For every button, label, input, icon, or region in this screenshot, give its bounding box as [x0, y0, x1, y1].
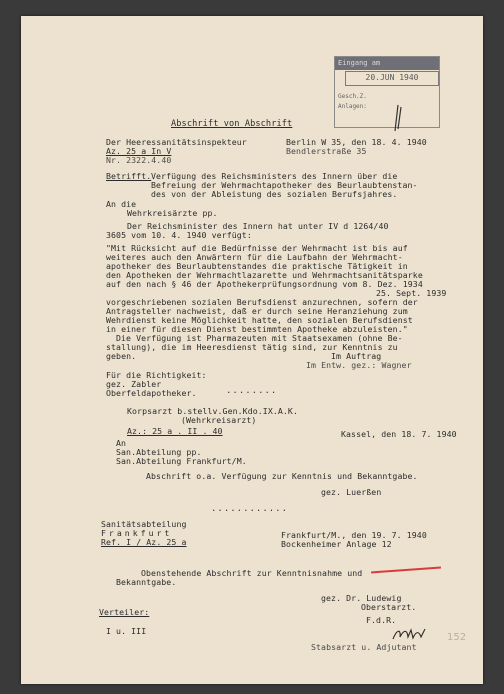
body-line: weiteres auch den Anwärtern für die Laufbahn der Wehrmacht-: [106, 252, 403, 262]
subject-line-2: Befreiung der Wehrmachtapotheker des Beurlaubtenstan-: [151, 180, 418, 190]
korps-signature: gez. Luerßen: [321, 487, 382, 497]
body-line: Die Verfügung ist Pharmazeuten mit Staatsexamen (ohne Be-: [116, 333, 403, 343]
sender-office: Der Heeressanitätsinspekteur: [106, 137, 247, 147]
body-line: vorgeschriebenen sozialen Berufsdienst anzurechnen, sofern der: [106, 297, 418, 307]
dotted-separator: ............: [211, 504, 289, 514]
stamp-date: 20.JUN 1940: [345, 71, 439, 86]
receipt-stamp: [334, 56, 440, 128]
division-note-2: Bekanntgabe.: [116, 577, 177, 587]
sender-nr: Nr. 2322.4.40: [106, 155, 172, 165]
body-line: Wehrdienst keine Möglichkeit hatte, den sozialen Berufsdienst: [106, 315, 413, 325]
division-ref: Ref. I / Az. 25 a: [101, 537, 187, 547]
division-signature-rank: Oberstarzt.: [361, 602, 417, 612]
body-line-correction: 25. Sept. 1939: [376, 288, 447, 298]
korps-date: Kassel, den 18. 7. 1940: [341, 429, 457, 439]
korps-subtitle: (Wehrkreisarzt): [181, 415, 257, 425]
korps-office: Korpsarzt b.stellv.Gen.Kdo.IX.A.K.: [127, 406, 298, 416]
division-city: Frankfurt: [101, 528, 173, 538]
handwritten-mark: [391, 103, 405, 133]
body-line: stallung), die im Heeresdienst tätig sind, zur Kenntnis zu: [106, 342, 398, 352]
recipient-who: Wehrkreisärzte pp.: [127, 208, 218, 218]
body-line: apotheker des Beurlaubtenstandes die praktische Tätigkeit in: [106, 261, 408, 271]
body-line: geben.: [106, 351, 137, 361]
korps-az: Az.: 25 a . II . 40: [127, 426, 223, 436]
body-line: Antragsteller nachweist, daß er durch seine Heranziehung zum: [106, 306, 408, 316]
body-line: den Apotheken der Wehrmachtlazarette und Wehrmachtsanitätsparke: [106, 270, 423, 280]
division-address: Bockenheimer Anlage 12: [281, 539, 392, 549]
stamp-header: Eingang am: [335, 57, 439, 70]
distribution-value: I u. III: [106, 626, 147, 636]
division-signature: gez. Dr. Ludewig: [321, 593, 402, 603]
handwritten-signature: [391, 625, 431, 643]
korps-note: Abschrift o.a. Verfügung zur Kenntnis und Bekanntgabe.: [146, 471, 418, 481]
document-title: Abschrift von Abschrift: [171, 119, 293, 129]
body-line: in einer für diesen Dienst bestimmten Apotheke abzuleisten.": [106, 324, 408, 334]
fdr-label: F.d.R.: [366, 615, 397, 625]
certification-line-3: Oberfeldapotheker.: [106, 388, 197, 398]
sender-az: Az. 25 a In V: [106, 146, 172, 156]
subject-line-1: Verfügung des Reichsministers des Innern über die: [151, 171, 398, 181]
certification-line-1: Für die Richtigkeit:: [106, 370, 207, 380]
dotted-separator: ........: [226, 386, 278, 396]
recipient-an: An die: [106, 199, 137, 209]
order-line-2: Im Entw. gez.: Wagner: [306, 360, 412, 370]
certification-line-2: gez. Zabler: [106, 379, 162, 389]
division-date: Frankfurt/M., den 19. 7. 1940: [281, 530, 427, 540]
division-name: Sanitätsabteilung: [101, 519, 187, 529]
division-note-1: Obenstehende Abschrift zur Kenntnisnahme und: [141, 568, 363, 578]
red-underline-mark: [371, 567, 441, 574]
korps-an: An: [116, 438, 127, 448]
body-line: 3605 vom 10. 4. 1940 verfügt:: [106, 230, 252, 240]
korps-recipient-2: San.Abteilung Frankfurt/M.: [116, 456, 247, 466]
page-number: 152: [447, 632, 467, 643]
subject-label: Betrifft.: [106, 171, 152, 181]
distribution-label: Verteiler:: [99, 607, 150, 617]
body-line: auf den nach § 46 der Apothekerprüfungsordnung vom 8. Dez. 1934: [106, 279, 423, 289]
korps-recipient-1: San.Abteilung pp.: [116, 447, 202, 457]
sender-street: Bendlerstraße 35: [286, 146, 367, 156]
stamp-ref-label: Gesch.Z.: [338, 93, 367, 100]
adjutant-title: Stabsarzt u. Adjutant: [311, 642, 417, 652]
order-line-1: Im Auftrag: [331, 351, 382, 361]
subject-line-3: des von der Ableistung des sozialen Berufsjahres.: [151, 189, 398, 199]
document-page: [21, 16, 483, 684]
body-line: Der Reichsminister des Innern hat unter IV d 1264/40: [127, 221, 389, 231]
sender-place-date: Berlin W 35, den 18. 4. 1940: [286, 137, 427, 147]
body-line: "Mit Rücksicht auf die Bedürfnisse der Wehrmacht ist bis auf: [106, 243, 408, 253]
stamp-attach-label: Anlagen:: [338, 103, 367, 110]
